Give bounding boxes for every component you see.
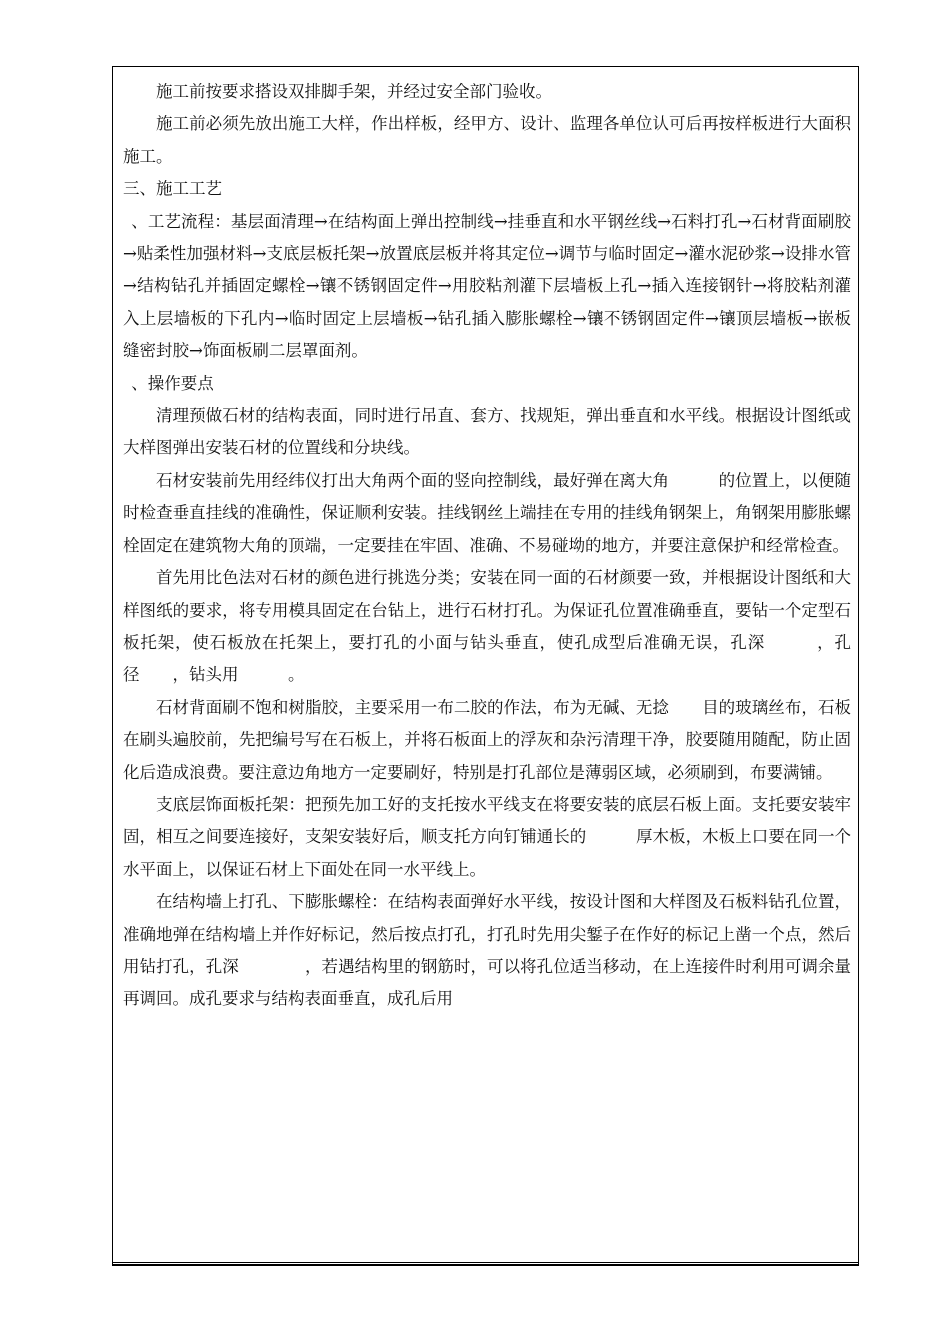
paragraph-sample: 施工前必须先放出施工大样，作出样板，经甲方、设计、监理各单位认可后再按样板进行大面积施工。 <box>123 114 851 166</box>
paragraph-surface-cleaning: 清理预做石材的结构表面，同时进行吊直、套方、找规矩，弹出垂直和水平线。根据设计图纸或大样图弹出安装石材的位置线和分块线。 <box>123 406 851 458</box>
paragraph-stone-drilling: 首先用比色法对石材的颜色进行挑选分类；安装在同一面的石材颜要一致，并根据设计图纸和大样图纸的要求，将专用模具固定在台钻上，进行石材打孔。为保证孔位置准确垂直，要钻一个定型石板托架，使石板放在托架上，要打孔的小面与钻头垂直，使孔成型后准确无误，孔深 ，孔径 ，钻头用 。 <box>123 568 851 685</box>
paragraph-scaffold: 施工前按要求搭设双排脚手架，并经过安全部门验收。 <box>156 82 552 101</box>
paragraph-process-flow: 、工艺流程：基层面清理→在结构面上弹出控制线→挂垂直和水平钢丝线→石料打孔→石材背面刷胶→贴柔性加强材料→支底层板托架→放置底层板并将其定位→调节与临时固定→灌水泥砂浆→设排水管→结构钻孔并插固定螺栓→镶不锈钢固定件→用胶粘剂灌下层墙板上孔→插入连接钢针→将胶粘剂灌入上层墙板的下孔内→临时固定上层墙板→钻孔插入膨胀螺栓→镶不锈钢固定件→镶顶层墙板→嵌板缝密封胶→饰面板刷二层罩面剂。 <box>123 211 851 361</box>
paragraph-expansion-bolts: 在结构墙上打孔、下膨胀螺栓：在结构表面弹好水平线，按设计图和大样图及石板料钻孔位置，准确地弹在结构墙上并作好标记，然后按点打孔，打孔时先用尖錾子在作好的标记上凿一个点，然后用钻打孔，孔深 ，若遇结构里的钢筋时，可以将孔位适当移动，在上连接件时利用可调余量再调回。成孔要求与结构表面垂直，成孔后用 <box>123 892 851 1009</box>
subheading-key-points: 、操作要点 <box>131 373 214 393</box>
paragraph-resin-coating: 石材背面刷不饱和树脂胶，主要采用一布二胶的作法，布为无碱、无捻 目的玻璃丝布，石板在刷头遍胶前，先把编号写在石板上，并将石板面上的浮灰和杂污清理干净，胶要随用随配，防止固化后造成浪费。要注意边角地方一定要刷好，特别是打孔部位是薄弱区域，必须刷到，布要满铺。 <box>123 697 851 782</box>
paragraph-bottom-bracket: 支底层饰面板托架：把预先加工好的支托按水平线支在将要安装的底层石板上面。支托要安装牢固，相互之间要连接好，支架安装好后，顺支托方向钉铺通长的 厚木板，木板上口要在同一个水平面上，以保证石材上下面处在同一水平线上。 <box>123 794 851 879</box>
paragraph-control-lines: 石材安装前先用经纬仪打出大角两个面的竖向控制线，最好弹在离大角 的位置上，以便随时检查垂直挂线的准确性，保证顺利安装。挂线钢丝上端挂在专用的挂线角钢架上，角钢架用膨胀螺栓固定在建筑物大角的顶端，一定要挂在牢固、准确、不易碰坳的地方，并要注意保护和经常检查。 <box>123 470 851 555</box>
document-body <box>123 76 851 1016</box>
section-heading-process: 三、施工工艺 <box>123 179 222 199</box>
